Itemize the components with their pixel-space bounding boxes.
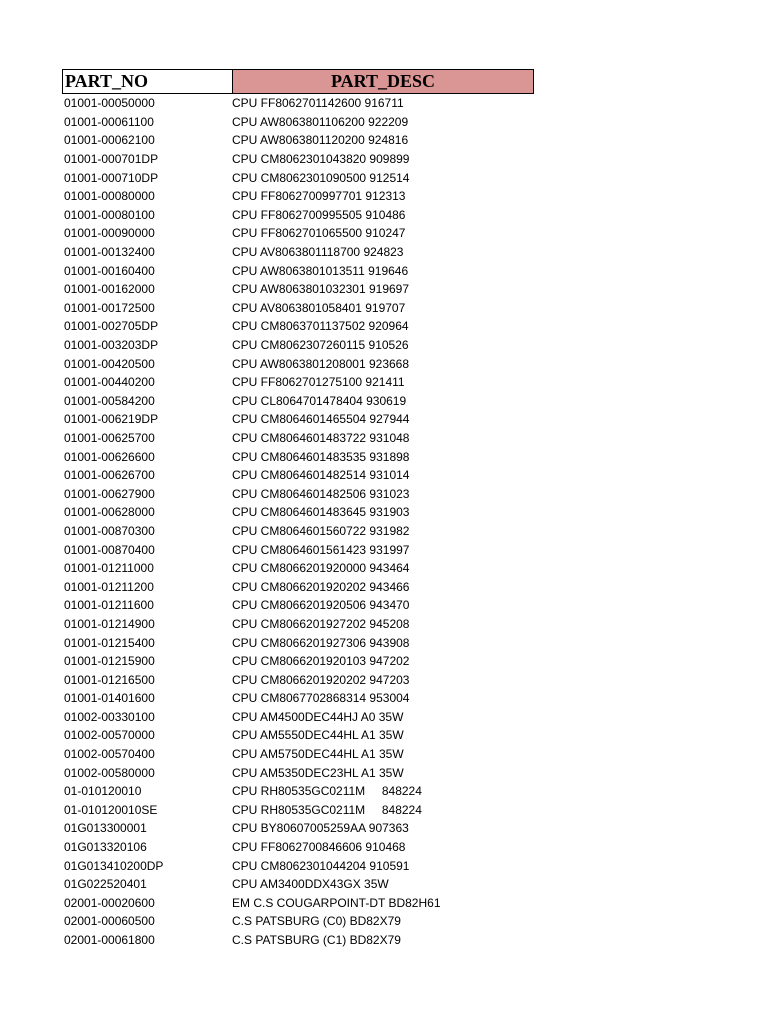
part-desc-cell[interactable]: CPU AM3400DDX43GX 35W	[232, 877, 389, 892]
part-no-cell[interactable]: 01001-00626700	[64, 468, 155, 483]
part-desc-cell[interactable]: C.S PATSBURG (C1) BD82X79	[232, 933, 401, 948]
part-no-cell[interactable]: 01001-00628000	[64, 505, 155, 520]
part-no-cell[interactable]: 01G013410200DP	[64, 858, 164, 873]
part-desc-cell[interactable]: EM C.S COUGARPOINT-DT BD82H61	[232, 895, 441, 910]
part-no-cell[interactable]: 01001-00080000	[64, 189, 155, 204]
part-no-cell[interactable]: 01001-00050000	[64, 96, 155, 111]
part-desc-cell[interactable]: CPU CM8066201920202 943466	[232, 579, 410, 594]
part-no-cell[interactable]: 01001-00132400	[64, 245, 155, 260]
part-no-cell[interactable]: 01001-00584200	[64, 393, 155, 408]
part-desc-cell[interactable]: CPU CM8062307260115 910526	[232, 338, 409, 353]
part-no-cell[interactable]: 02001-00020600	[64, 895, 155, 910]
part-no-cell[interactable]: 02001-00061800	[64, 933, 155, 948]
table-row[interactable]	[62, 856, 534, 875]
table-row[interactable]	[62, 466, 534, 485]
part-desc-cell[interactable]: CPU FF8062700846606 910468	[232, 840, 406, 855]
part-desc-cell[interactable]: CPU BY80607005259AA 907363	[232, 821, 409, 836]
table-row[interactable]	[62, 113, 534, 132]
table-row[interactable]	[62, 801, 534, 820]
table-row[interactable]	[62, 912, 534, 931]
part-desc-cell[interactable]: CPU FF8062700997701 912313	[232, 189, 406, 204]
table-row[interactable]	[62, 596, 534, 615]
part-desc-cell[interactable]: CPU AW8063801013511 919646	[232, 263, 409, 278]
part-no-cell[interactable]: 01001-00626600	[64, 449, 155, 464]
table-row[interactable]	[62, 354, 534, 373]
part-desc-cell[interactable]: CPU FF8062701275100 921411	[232, 375, 405, 390]
part-no-cell[interactable]: 01001-00440200	[64, 375, 155, 390]
part-desc-cell[interactable]: CPU AW8063801120200 924816	[232, 133, 409, 148]
table-row[interactable]	[62, 280, 534, 299]
part-desc-cell[interactable]: CPU FF8062700995505 910486	[232, 207, 406, 222]
part-no-cell[interactable]: 01001-01211000	[64, 561, 154, 576]
part-desc-cell[interactable]: CPU CM8064601483722 931048	[232, 430, 410, 445]
part-no-cell[interactable]: 01001-01211600	[64, 598, 154, 613]
column-header-part-no[interactable]: PART_NO	[62, 69, 232, 94]
part-desc-cell[interactable]: CPU CM8066201927202 945208	[232, 616, 410, 631]
table-row[interactable]	[62, 819, 534, 838]
part-desc-cell[interactable]: CPU CM8066201920506 943470	[232, 598, 410, 613]
table-row[interactable]	[62, 150, 534, 169]
table-row[interactable]	[62, 559, 534, 578]
table-row[interactable]	[62, 336, 534, 355]
part-desc-cell[interactable]: CPU CM8066201920202 947203	[232, 672, 410, 687]
part-no-cell[interactable]: 01001-00160400	[64, 263, 155, 278]
table-row[interactable]	[62, 392, 534, 411]
part-no-cell[interactable]: 01001-00172500	[64, 300, 155, 315]
part-desc-cell[interactable]: CPU CM8066201927306 943908	[232, 635, 410, 650]
part-desc-cell[interactable]: CPU AM5550DEC44HL A1 35W	[232, 728, 404, 743]
part-no-cell[interactable]: 01001-000701DP	[64, 152, 159, 167]
table-row[interactable]	[62, 224, 534, 243]
part-no-cell[interactable]: 01001-01215400	[64, 635, 155, 650]
part-desc-cell[interactable]: CPU CM8064601482506 931023	[232, 486, 410, 501]
table-row[interactable]	[62, 689, 534, 708]
part-desc-cell[interactable]: CPU CM8062301044204 910591	[232, 858, 410, 873]
part-desc-cell[interactable]: CPU CM8064601482514 931014	[232, 468, 410, 483]
part-desc-cell[interactable]: CPU AM5350DEC23HL A1 35W	[232, 765, 404, 780]
part-no-cell[interactable]: 01002-00570000	[64, 728, 155, 743]
part-desc-cell[interactable]: CPU AM4500DEC44HJ A0 35W	[232, 709, 404, 724]
part-desc-cell[interactable]: CPU CM8064601483535 931898	[232, 449, 410, 464]
part-desc-cell[interactable]: CPU AW8063801208001 923668	[232, 356, 410, 371]
table-row[interactable]	[62, 187, 534, 206]
part-no-cell[interactable]: 01-010120010	[64, 784, 142, 799]
table-row[interactable]	[62, 261, 534, 280]
part-no-cell[interactable]: 01G013320106	[64, 840, 147, 855]
table-row[interactable]	[62, 484, 534, 503]
part-desc-cell[interactable]: CPU CM8064601561423 931997	[232, 542, 410, 557]
part-no-cell[interactable]: 01001-00061100	[64, 114, 154, 129]
part-no-cell[interactable]: 01G022520401	[64, 877, 147, 892]
part-desc-cell[interactable]: CPU CM8062301090500 912514	[232, 170, 410, 185]
part-no-cell[interactable]: 01001-00870300	[64, 523, 155, 538]
table-row[interactable]	[62, 577, 534, 596]
part-desc-cell[interactable]: CPU RH80535GC0211M 848224	[232, 784, 422, 799]
part-desc-cell[interactable]: CPU FF8062701065500 910247	[232, 226, 406, 241]
part-no-cell[interactable]: 01001-00627900	[64, 486, 155, 501]
part-desc-cell[interactable]: CPU AW8063801032301 919697	[232, 282, 410, 297]
table-row[interactable]	[62, 206, 534, 225]
part-desc-cell[interactable]: CPU CM8066201920103 947202	[232, 654, 410, 669]
table-row[interactable]	[62, 168, 534, 187]
table-row[interactable]	[62, 503, 534, 522]
part-no-cell[interactable]: 01001-003203DP	[64, 338, 159, 353]
part-no-cell[interactable]: 01001-00062100	[64, 133, 155, 148]
part-desc-cell[interactable]: CPU CM8064601483645 931903	[232, 505, 410, 520]
table-row[interactable]	[62, 317, 534, 336]
part-desc-cell[interactable]: CPU AV8063801118700 924823	[232, 245, 404, 260]
part-desc-cell[interactable]: CPU CL8064701478404 930619	[232, 393, 407, 408]
table-row[interactable]	[62, 522, 534, 541]
part-desc-cell[interactable]: CPU CM8063701137502 920964	[232, 319, 409, 334]
part-desc-cell[interactable]: CPU CM8067702868314 953004	[232, 691, 410, 706]
part-no-cell[interactable]: 01001-00870400	[64, 542, 155, 557]
part-no-cell[interactable]: 01002-00330100	[64, 709, 155, 724]
part-no-cell[interactable]: 01001-002705DP	[64, 319, 159, 334]
part-no-cell[interactable]: 01001-00625700	[64, 430, 155, 445]
part-no-cell[interactable]: 01001-00162000	[64, 282, 155, 297]
table-row[interactable]	[62, 652, 534, 671]
part-desc-cell[interactable]: CPU CM8066201920000 943464	[232, 561, 410, 576]
part-no-cell[interactable]: 01001-00420500	[64, 356, 155, 371]
table-row[interactable]	[62, 94, 534, 113]
table-row[interactable]	[62, 745, 534, 764]
part-desc-cell[interactable]: CPU CM8064601465504 927944	[232, 412, 410, 427]
part-no-cell[interactable]: 01001-01215900	[64, 654, 155, 669]
part-no-cell[interactable]: 01001-01211200	[64, 579, 154, 594]
part-no-cell[interactable]: 01-010120010SE	[64, 802, 158, 817]
table-row[interactable]	[62, 763, 534, 782]
table-row[interactable]	[62, 615, 534, 634]
table-row[interactable]	[62, 670, 534, 689]
table-row[interactable]	[62, 243, 534, 262]
table-row[interactable]	[62, 875, 534, 894]
part-no-cell[interactable]: 01001-000710DP	[64, 170, 159, 185]
part-no-cell[interactable]: 01001-006219DP	[64, 412, 159, 427]
part-desc-cell[interactable]: CPU AV8063801058401 919707	[232, 300, 406, 315]
table-row[interactable]	[62, 540, 534, 559]
part-no-cell[interactable]: 01002-00570400	[64, 747, 155, 762]
table-row[interactable]	[62, 838, 534, 857]
table-row[interactable]	[62, 131, 534, 150]
part-desc-cell[interactable]: CPU AM5750DEC44HL A1 35W	[232, 747, 404, 762]
table-body	[62, 94, 534, 949]
part-desc-cell[interactable]: CPU CM8064601560722 931982	[232, 523, 410, 538]
table-row[interactable]	[62, 429, 534, 448]
part-desc-cell[interactable]: CPU AW8063801106200 922209	[232, 114, 409, 129]
table-row[interactable]	[62, 782, 534, 801]
header-row	[62, 69, 534, 94]
table-row[interactable]	[62, 726, 534, 745]
table-row[interactable]	[62, 447, 534, 466]
table-row[interactable]	[62, 708, 534, 727]
parts-table	[62, 69, 534, 949]
part-no-cell[interactable]: 01001-01216500	[64, 672, 155, 687]
part-no-cell[interactable]: 01G013300001	[64, 821, 147, 836]
part-desc-cell[interactable]: CPU RH80535GC0211M 848224	[232, 802, 422, 817]
table-row[interactable]	[62, 894, 534, 913]
part-no-cell[interactable]: 01002-00580000	[64, 765, 155, 780]
part-no-cell[interactable]: 01001-00080100	[64, 207, 155, 222]
table-row[interactable]	[62, 373, 534, 392]
part-no-cell[interactable]: 02001-00060500	[64, 914, 155, 929]
part-no-cell[interactable]: 01001-01401600	[64, 691, 155, 706]
part-no-cell[interactable]: 01001-00090000	[64, 226, 155, 241]
part-desc-cell[interactable]: C.S PATSBURG (C0) BD82X79	[232, 914, 401, 929]
part-desc-cell[interactable]: CPU FF8062701142600 916711	[232, 96, 404, 111]
table-row[interactable]	[62, 931, 534, 950]
table-row[interactable]	[62, 633, 534, 652]
table-row[interactable]	[62, 299, 534, 318]
table-row[interactable]	[62, 410, 534, 429]
part-no-cell[interactable]: 01001-01214900	[64, 616, 155, 631]
column-header-part-desc[interactable]: PART_DESC	[232, 69, 534, 94]
part-desc-cell[interactable]: CPU CM8062301043820 909899	[232, 152, 410, 167]
